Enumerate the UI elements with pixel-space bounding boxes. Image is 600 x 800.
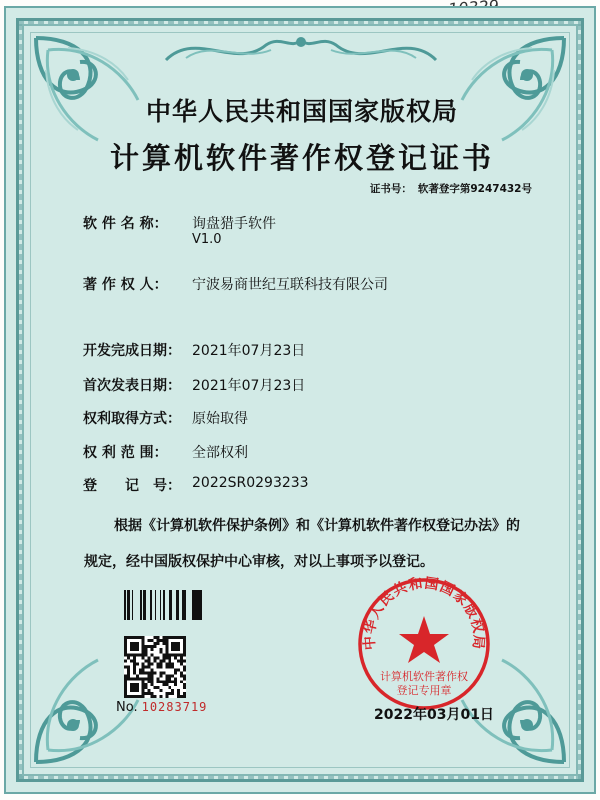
seal-ring-text: 中华人民共和国国家版权局 <box>361 575 487 651</box>
serial-number <box>116 700 207 715</box>
registration-statement <box>84 508 554 580</box>
certificate-number <box>364 181 532 196</box>
scope-of-rights-value: 全部权利 <box>192 445 248 461</box>
barcode <box>124 590 206 620</box>
certificate-number-label: 证书号： <box>369 183 412 195</box>
qr-code <box>124 636 186 698</box>
copyright-owner-label: 著 作 权 人： <box>83 277 168 293</box>
issue-date: 2022年03月01日 <box>374 707 494 723</box>
serial-label: No. <box>116 700 138 715</box>
scope-of-rights-label: 权 利 范 围： <box>83 445 168 461</box>
official-seal <box>354 574 494 714</box>
first-publication-date-value: 2021年07月23日 <box>192 378 306 394</box>
certificate-number-value: 软著登字第9247432号 <box>417 183 532 195</box>
completion-date-value: 2021年07月23日 <box>192 343 306 359</box>
statement-line-1: 根据《计算机软件保护条例》和《计算机软件著作权登记办法》的 <box>114 518 520 534</box>
software-version: V1.0 <box>192 232 222 247</box>
issuing-authority: 中华人民共和国国家版权局 <box>145 97 458 126</box>
corner-ornament-top-left <box>28 30 148 150</box>
serial-number-value: 10283719 <box>141 700 208 714</box>
acquisition-method-label: 权利取得方式： <box>83 411 181 427</box>
seal-line-2: 登记专用章 <box>396 684 452 697</box>
copyright-owner-value: 宁波易商世纪互联科技有限公司 <box>192 277 388 293</box>
software-name-value: 询盘猎手软件 <box>192 216 276 232</box>
seal-line-1: 计算机软件著作权 <box>380 670 468 683</box>
seal-star-icon <box>399 616 449 663</box>
certificate <box>4 6 596 794</box>
software-name-label: 软 件 名 称： <box>83 216 168 232</box>
statement-line-2: 规定，经中国版权保护中心审核，对以上事项予以登记。 <box>84 554 434 570</box>
acquisition-method-value: 原始取得 <box>192 411 248 427</box>
completion-date-label: 开发完成日期： <box>83 343 181 359</box>
certificate-title: 计算机软件著作权登记证书 <box>109 141 494 175</box>
top-scroll-ornament <box>156 30 446 70</box>
registration-number-label: 登 记 号： <box>83 478 181 494</box>
corner-ornament-top-right <box>452 30 572 150</box>
registration-number-value: 2022SR0293233 <box>192 475 309 491</box>
first-publication-date-label: 首次发表日期： <box>83 378 181 394</box>
